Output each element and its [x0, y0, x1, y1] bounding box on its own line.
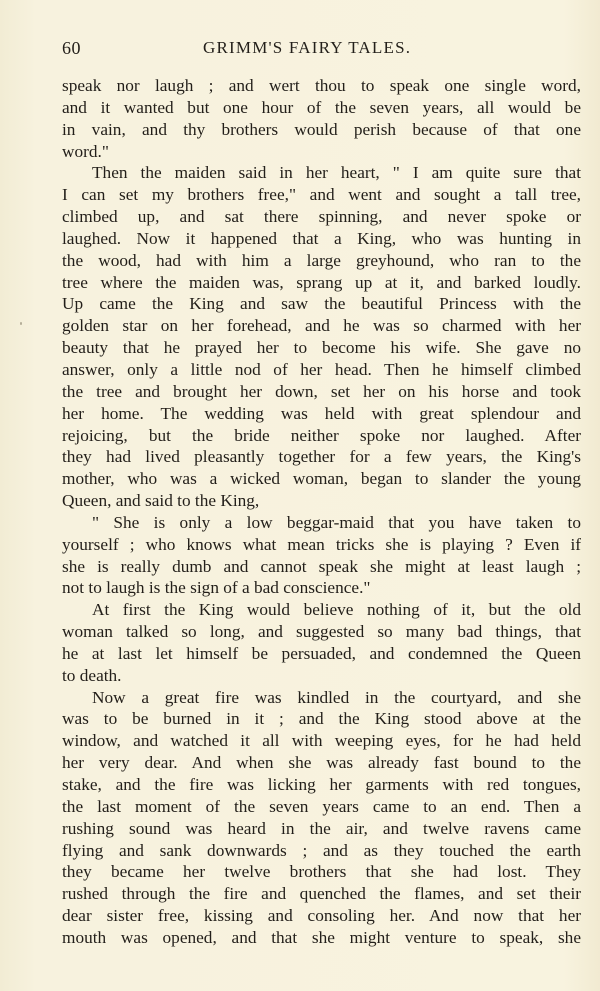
text-line: not to laugh is the sign of a bad conscience." [62, 578, 371, 598]
text-line: dear sister free, kissing and consoling her. And now that her [62, 906, 581, 926]
text-line: yourself ; who knows what mean tricks she is playing ? Even if [62, 534, 581, 554]
text-line: was to be burned in it ; and the King stood above at the [62, 709, 581, 729]
text-line: Up came the King and saw the beautiful Princess with the [62, 294, 581, 314]
text-line: " She is only a low beggar-maid that you have taken to [92, 512, 581, 532]
text-line: they became her twelve brothers that she had lost. They [62, 862, 581, 882]
text-line: the tree and brought her down, set her on his horse and took [62, 381, 581, 401]
text-line: the last moment of the seven years came to an end. Then a [62, 796, 581, 816]
text-line: I can set my brothers free," and went and sought a tall tree, [62, 185, 581, 205]
text-line: stake, and the fire was licking her garments with red tongues, [62, 775, 581, 794]
text-line: answer, only a little nod of her head. Then he himself climbed [62, 359, 581, 379]
text-line: the wood, had with him a large greyhound, who ran to the [62, 250, 581, 270]
text-line: speak nor laugh ; and wert thou to speak one single word, [62, 76, 581, 95]
text-line: laughed. Now it happened that a King, who was hunting in [62, 228, 581, 248]
text-line: At first the King would believe nothing of it, but the old [92, 600, 581, 620]
text-line: rushing sound was heard in the air, and twelve ravens came [62, 818, 581, 838]
text-line: mouth was opened, and that she might venture to speak, she [62, 927, 581, 947]
text-line: window, and watched it all with weeping eyes, for he had held [62, 731, 581, 751]
body-text [62, 75, 581, 949]
text-line: word." [62, 141, 109, 161]
text-line: Queen, and said to the King, [62, 491, 260, 511]
paper-speck [20, 322, 22, 325]
text-line: mother, who was a wicked woman, began to slander the young [62, 469, 581, 489]
text-line: Now a great fire was kindled in the courtyard, and she [92, 687, 581, 707]
text-line: beauty that he prayed her to become his wife. She gave no [62, 338, 581, 358]
text-line: rushed through the fire and quenched the flames, and set their [62, 884, 581, 904]
text-line: they had lived pleasantly together for a few years, the King's [62, 447, 581, 467]
text-line: woman talked so long, and suggested so many bad things, that [62, 622, 581, 642]
text-line: Then the maiden said in her heart, " I am quite sure that [92, 163, 581, 183]
text-line: in vain, and thy brothers would perish because of that one [62, 119, 581, 139]
text-line: her home. The wedding was held with great splendour and [62, 403, 581, 423]
text-line: he at last let himself be persuaded, and condemned the Queen [62, 643, 581, 663]
book-title: GRIMM'S FAIRY TALES. [203, 38, 412, 57]
text-line: climbed up, and sat there spinning, and never spoke or [62, 207, 581, 227]
text-line: golden star on her forehead, and he was so charmed with her [62, 316, 581, 336]
text-line: and it wanted but one hour of the seven years, all would be [62, 97, 581, 117]
text-line: to death. [62, 665, 122, 685]
text-line: tree where the maiden was, sprang up at it, and barked loudly. [62, 272, 581, 292]
text-line: her very dear. And when she was already fast bound to the [62, 753, 581, 773]
text-line: flying and sank downwards ; and as they touched the earth [62, 840, 581, 860]
running-head [62, 38, 582, 62]
page-number: 60 [62, 38, 81, 58]
text-line: she is really dumb and cannot speak she might at least laugh ; [62, 556, 581, 576]
text-line: rejoicing, but the bride neither spoke nor laughed. After [62, 425, 581, 445]
